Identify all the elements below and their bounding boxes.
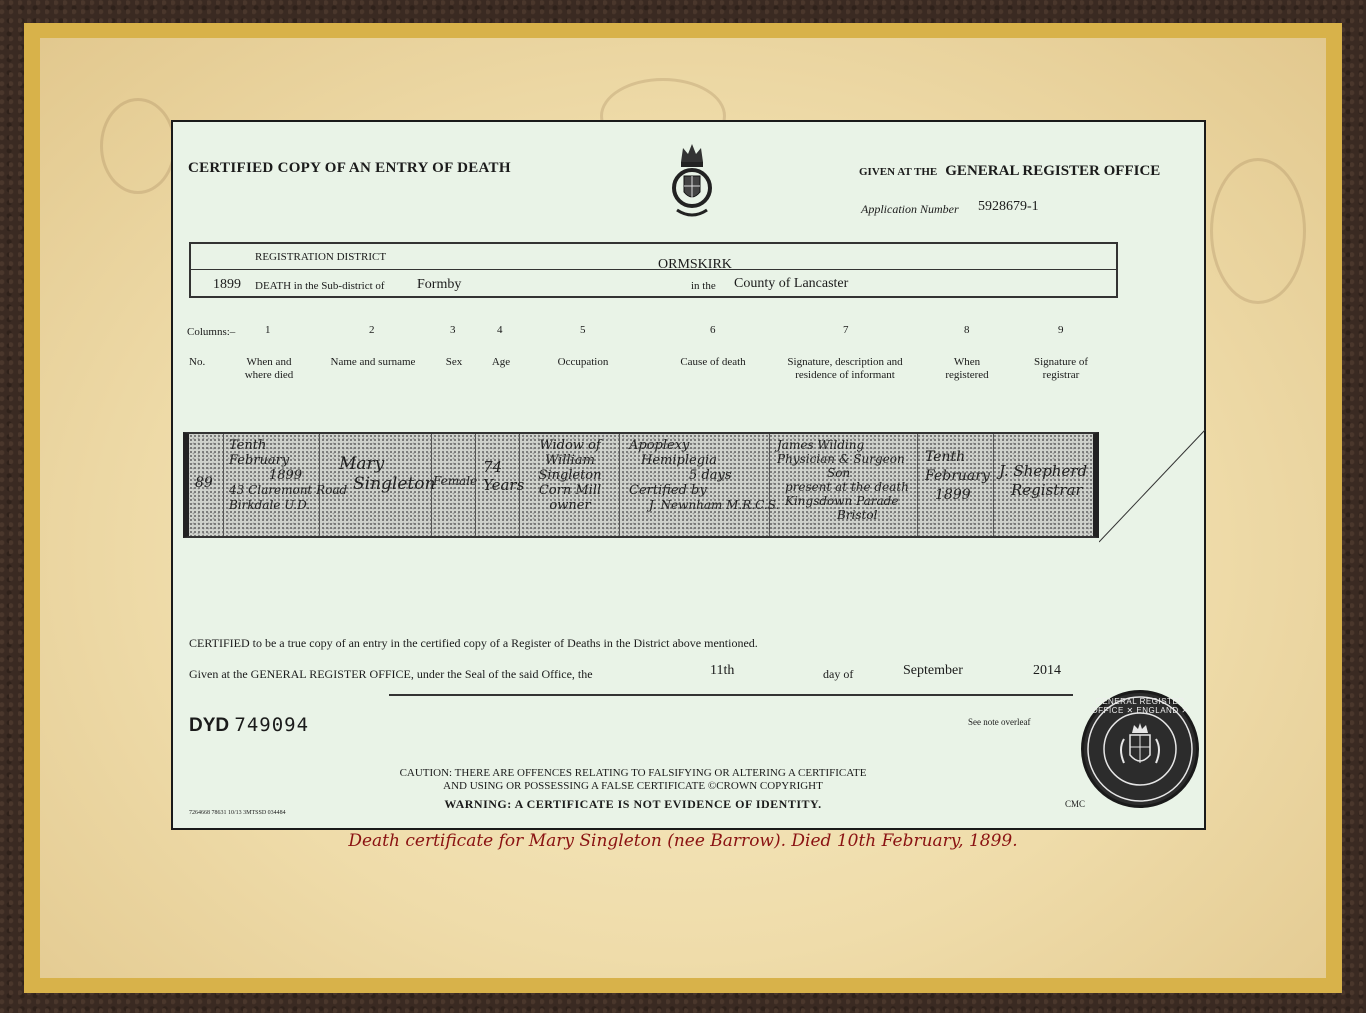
column-number: 2 — [369, 324, 375, 336]
entry-informant-line: present at the death — [785, 480, 909, 494]
see-note-overleaf: See note overleaf — [968, 717, 1031, 727]
entry-number: 89 — [195, 475, 213, 491]
entry-cause-line: J. Newnham M.R.C.S. — [649, 498, 780, 512]
given-at-label: GIVEN AT THE — [859, 166, 938, 178]
entry-informant-line: Bristol — [837, 508, 878, 522]
entry-when-day: Tenth — [229, 438, 267, 453]
entry-age — [483, 458, 524, 494]
death-certificate — [171, 120, 1206, 830]
entry-age-unit: Years — [483, 476, 525, 494]
no-column-header: No. — [189, 356, 206, 368]
entry-informant-line: Kingsdown Parade — [785, 494, 899, 508]
column-number: 8 — [964, 324, 970, 336]
certificate-month: September — [903, 663, 963, 678]
royal-coat-of-arms-icon — [669, 140, 715, 224]
entry-forename: Mary — [339, 454, 385, 474]
registration-district: ORMSKIRK — [658, 257, 732, 272]
print-code: 7264668 78631 10/13 3MTSSD 034484 — [189, 810, 286, 816]
given-at-statement: Given at the GENERAL REGISTER OFFICE, under the Seal of the said Office, the — [189, 667, 593, 681]
image-caption: Death certificate for Mary Singleton (nee Barrow). Died 10th February, 1899. — [348, 831, 1018, 851]
application-label: Application Number — [861, 202, 959, 216]
entry-occupation-line: Corn Mill — [538, 483, 602, 498]
entry-cause-of-death — [629, 438, 779, 513]
column-header-registrar: Signature of registrar — [1033, 356, 1089, 381]
entry-cause-line: 5 days — [689, 468, 732, 483]
entry-occupation-line: owner — [549, 498, 591, 513]
registration-box — [189, 242, 1118, 298]
column-number: 6 — [710, 324, 716, 336]
cmc-code: CMC — [1065, 799, 1086, 809]
entry-cause-line: Hemiplegia — [641, 453, 717, 468]
given-at-heading — [859, 162, 1160, 180]
certificate-year: 2014 — [1033, 663, 1061, 678]
serial-digits: 749094 — [234, 714, 310, 736]
column-header-age: Age — [491, 356, 511, 368]
entry-occupation — [527, 438, 613, 513]
serial-prefix: DYD — [189, 715, 230, 736]
seal-text: GENERAL REGISTER OFFICE ✕ ENGLAND ✕ — [1091, 697, 1189, 715]
certificate-title: CERTIFIED COPY OF AN ENTRY OF DEATH — [188, 160, 511, 176]
entry-cause-line: Certified by — [629, 483, 707, 498]
entry-registered-month: February — [925, 468, 990, 484]
entry-where-town: Birkdale U.D. — [229, 498, 311, 512]
column-header-when-registered: When registered — [945, 356, 989, 381]
column-header-cause: Cause of death — [680, 356, 746, 368]
caution-line-1: CAUTION: THERE ARE OFFENCES RELATING TO FALSIFYING OR ALTERING A CERTIFICATE — [399, 767, 867, 779]
entry-informant-line: James Wilding — [777, 438, 865, 452]
registration-year: 1899 — [213, 277, 241, 292]
entry-occupation-line: Singleton — [538, 468, 602, 483]
in-the-label: in the — [691, 280, 716, 292]
sub-district: Formby — [417, 277, 462, 292]
register-entry-row — [183, 432, 1099, 538]
certified-statement: CERTIFIED to be a true copy of an entry in the certified copy of a Register of Deaths in the District above mentioned. — [189, 636, 758, 650]
column-number: 4 — [497, 324, 503, 336]
column-number: 5 — [580, 324, 586, 336]
entry-surname: Singleton — [353, 474, 436, 494]
entry-when-where — [229, 438, 347, 513]
serial-number — [189, 714, 309, 737]
column-header-sex: Sex — [445, 356, 463, 368]
column-number: 3 — [450, 324, 456, 336]
registration-box-divider — [191, 269, 1116, 270]
sub-district-label: DEATH in the Sub-district of — [255, 280, 385, 292]
entry-cause-line: Apoplexy — [629, 438, 690, 453]
entry-when-registered — [925, 448, 990, 505]
registration-district-label: REGISTRATION DISTRICT — [255, 251, 387, 263]
certificate-day: 11th — [710, 663, 735, 678]
columns-label: Columns:– — [187, 326, 236, 338]
application-number: 5928679-1 — [978, 199, 1039, 214]
decorative-swirl — [1210, 158, 1306, 304]
entry-registrar-signature — [999, 462, 1087, 500]
entry-occupation-line: William — [545, 453, 595, 468]
column-number: 7 — [843, 324, 849, 336]
column-number: 1 — [265, 324, 271, 336]
day-of-label: day of — [823, 667, 854, 681]
column-header-informant: Signature, description and residence of informant — [787, 356, 903, 381]
entry-informant — [777, 438, 909, 522]
column-divider — [917, 434, 918, 536]
column-number: 9 — [1058, 324, 1064, 336]
column-header-when-died: When and where died — [244, 356, 294, 381]
entry-sex: Female — [433, 474, 478, 488]
entry-informant-line: Physician & Surgeon — [777, 452, 905, 466]
warning-line: WARNING: A CERTIFICATE IS NOT EVIDENCE OF IDENTITY. — [444, 797, 822, 811]
county: County of Lancaster — [734, 276, 849, 291]
caution-line-2: AND USING OR POSSESSING A FALSE CERTIFICATE ©CROWN COPYRIGHT — [443, 780, 823, 792]
office-name: GENERAL REGISTER OFFICE — [945, 163, 1161, 179]
entry-registered-day: Tenth — [925, 449, 966, 465]
signature-rule — [389, 694, 1073, 696]
column-header-occupation: Occupation — [557, 356, 609, 368]
entry-row-edge-decoration — [1099, 422, 1207, 546]
entry-informant-line: Son — [827, 466, 851, 480]
entry-registered-year: 1899 — [935, 487, 971, 503]
entry-age-number: 74 — [483, 458, 503, 476]
entry-where-address: 43 Claremont Road — [229, 483, 348, 497]
entry-name — [339, 454, 435, 494]
column-divider — [619, 434, 620, 536]
entry-occupation-line: Widow of — [539, 438, 601, 453]
entry-registrar-name: J. Shepherd — [999, 462, 1088, 480]
column-header-name: Name and surname — [330, 356, 416, 368]
decorative-swirl — [100, 98, 176, 194]
general-register-office-seal — [1081, 690, 1199, 808]
entry-when-year: 1899 — [269, 468, 303, 483]
column-divider — [993, 434, 994, 536]
column-divider — [223, 434, 224, 536]
entry-registrar-title: Registrar — [1011, 481, 1083, 499]
entry-when-month: February — [229, 453, 290, 468]
